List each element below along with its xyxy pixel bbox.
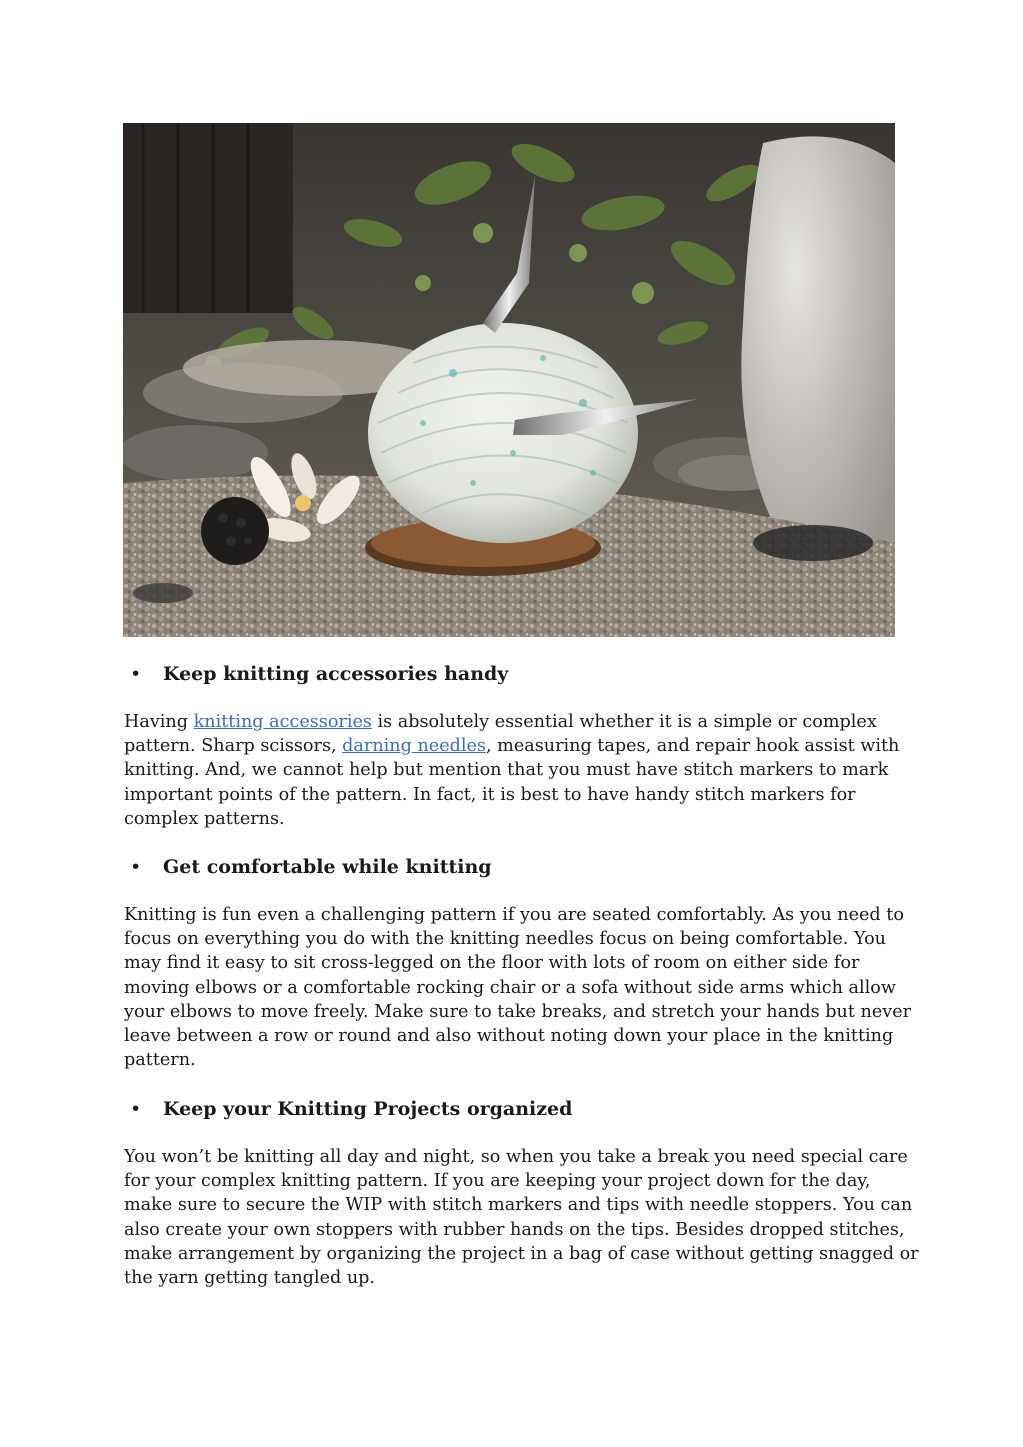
text-line: Knitting is fun even a challenging pattern if you are seated comfortably. As you need to [124,905,904,925]
heading-text: Keep knitting accessories handy [163,663,509,685]
text-line: pattern. Sharp scissors, darning needles, measuring tapes, and repair hook assist with [124,736,900,757]
knitting-yarn-photo [123,123,895,637]
text-line: leave between a row or round and also without noting down your place in the knitting [124,1026,894,1047]
bullet: • [130,1098,142,1120]
paragraph [124,710,900,831]
text-line: pattern. [124,1050,196,1071]
text-line: moving elbows or a comfortable rocking chair or a sofa without side arms which allow [124,977,896,998]
heading-text: Keep your Knitting Projects organized [163,1098,573,1120]
text-line: Having knitting accessories is absolutely essential whether it is a simple or complex [124,712,877,732]
bullet: • [130,856,142,878]
text-line: the yarn getting tangled up. [124,1268,376,1289]
paragraph [124,903,912,1072]
text-line: important points of the pattern. In fact, it is best to have handy stitch markers for [124,784,856,805]
text-line: make arrangement by organizing the project in a bag of case without getting snagged or [124,1243,919,1264]
text-line: your elbows to move freely. Make sure to take breaks, and stretch your hands but never [124,1001,912,1022]
text-line: for your complex knitting pattern. If you are keeping your project down for the day, [124,1171,871,1192]
bullet: • [130,663,142,685]
text-line: make sure to secure the WIP with stitch markers and tips with needle stoppers. You can [124,1195,913,1216]
text-line: focus on everything you do with the knitting needles focus on being comfortable. You [124,929,887,950]
heading-text: Get comfortable while knitting [163,856,492,878]
darning-needles-link[interactable]: darning needles [342,736,486,757]
text-line: complex patterns. [124,808,285,829]
knitting-accessories-link[interactable]: knitting accessories [193,712,372,732]
text-line: knitting. And, we cannot help but mention that you must have stitch markers to mark [124,760,889,781]
text-line: also create your own stoppers with rubber hands on the tips. Besides dropped stitches, [124,1219,905,1240]
text-line: may find it easy to sit cross-legged on the floor with lots of room on either side for [124,953,860,974]
paragraph [124,1145,919,1290]
text-line: You won’t be knitting all day and night, so when you take a break you need special care [124,1147,908,1167]
